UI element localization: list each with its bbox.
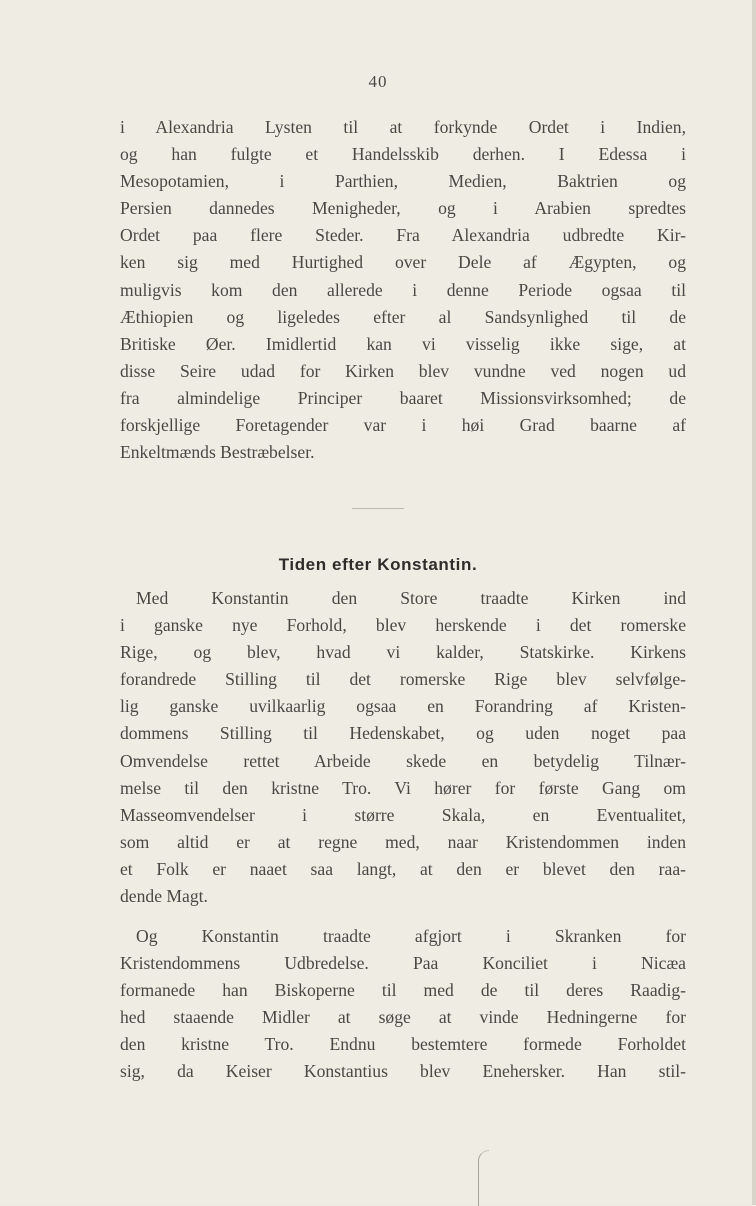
text-line: lig ganske uvilkaarlig ogsaa en Forandring af Kristen- (120, 696, 686, 717)
binding-mark (478, 1150, 489, 1206)
text-line: et Folk er naaet saa langt, at den er blevet den raa- (120, 858, 686, 879)
page-edge (752, 0, 756, 1205)
text-line: Kristendommens Udbredelse. Paa Konciliet i Nicæa (120, 953, 686, 974)
text-line: Enkeltmænds Bestræbelser. (120, 442, 315, 463)
text-line: og han fulgte et Handelsskib derhen. I Edessa i (120, 144, 686, 165)
text-line: ken sig med Hurtighed over Dele af Ægypten, og (120, 252, 686, 273)
text-line: som altid er at regne med, naar Kristendommen inden (120, 831, 686, 852)
paragraph-3 (120, 923, 686, 1086)
text-line: Omvendelse rettet Arbeide skede en betydelig Tilnær- (120, 750, 686, 771)
text-line: i Alexandria Lysten til at forkynde Ordet i Indien, (120, 117, 686, 137)
text-line: dommens Stilling til Hedenskabet, og uden noget paa (120, 723, 686, 744)
paragraph-1 (120, 114, 686, 466)
text-line: Æthiopien og ligeledes efter al Sandsynlighed til de (120, 306, 686, 327)
text-line: fra almindelige Principer baaret Missionsvirksomhed; de (120, 387, 686, 408)
text-line: hed staaende Midler at søge at vinde Hedningerne for (120, 1007, 686, 1028)
text-line: Masseomvendelser i større Skala, en Eventualitet, (120, 804, 686, 825)
text-line: Med Konstantin den Store traadte Kirken ind (136, 588, 686, 608)
page-number: 40 (368, 72, 388, 91)
text-line: formanede han Biskoperne til med de til deres Raadig- (120, 980, 686, 1001)
text-line: sig, da Keiser Konstantius blev Enehersker. Han stil- (120, 1061, 686, 1082)
text-line: Og Konstantin traadte afgjort i Skranken for (136, 926, 686, 946)
text-line: i ganske nye Forhold, blev herskende i det romerske (120, 615, 686, 636)
section-heading: Tiden efter Konstantin. (278, 555, 478, 574)
text-line: Mesopotamien, i Parthien, Medien, Baktrien og (120, 171, 686, 192)
paragraph-2 (120, 585, 686, 910)
text-line: forandrede Stilling til det romerske Rige blev selvfølge- (120, 669, 686, 690)
section-divider (352, 508, 404, 509)
text-line: den kristne Tro. Endnu bestemtere formede Forholdet (120, 1034, 686, 1055)
text-line: disse Seire udad for Kirken blev vundne ved nogen ud (120, 360, 686, 381)
text-line: Rige, og blev, hvad vi kalder, Statskirke. Kirkens (120, 642, 686, 663)
text-line: forskjellige Foretagender var i høi Grad baarne af (120, 415, 686, 436)
text-line: Persien dannedes Menigheder, og i Arabien spredtes (120, 198, 686, 219)
text-line: Britiske Øer. Imidlertid kan vi visselig ikke sige, at (120, 333, 686, 354)
text-line: dende Magt. (120, 886, 208, 907)
text-line: Ordet paa flere Steder. Fra Alexandria udbredte Kir- (120, 225, 686, 246)
text-line: muligvis kom den allerede i denne Periode ogsaa til (120, 279, 686, 300)
text-line: melse til den kristne Tro. Vi hører for første Gang om (120, 777, 686, 798)
